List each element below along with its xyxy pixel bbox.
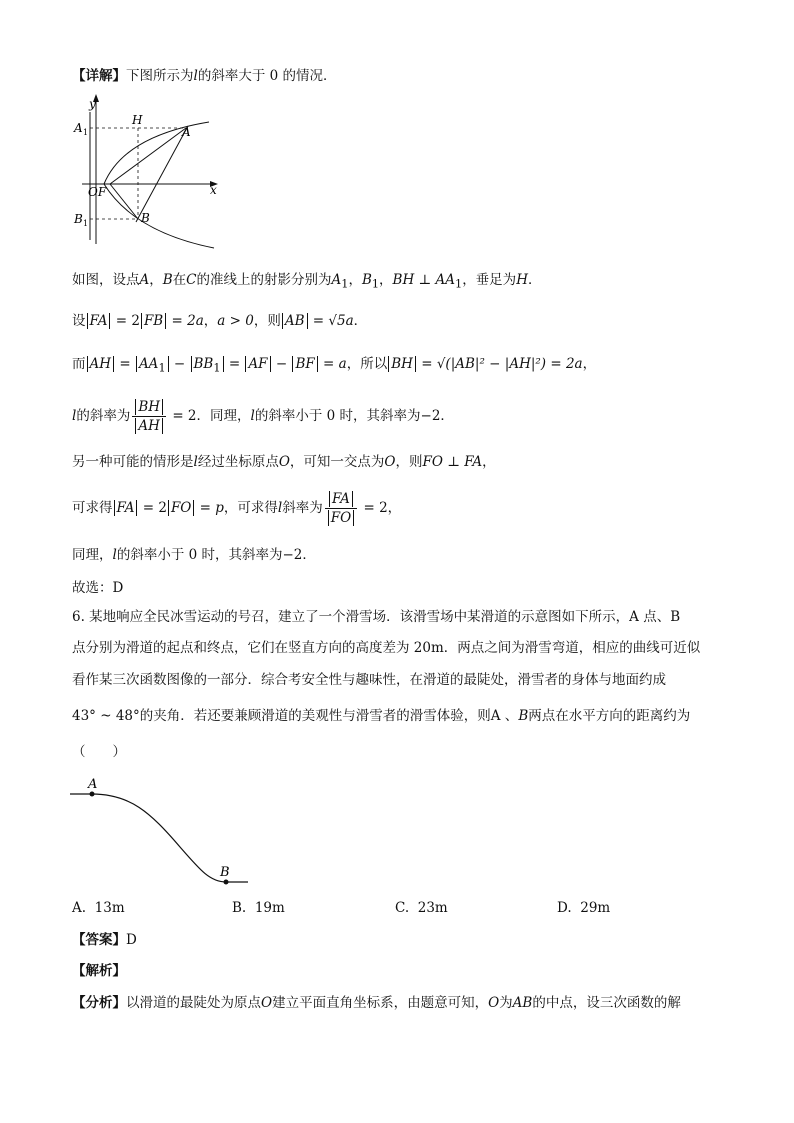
p5-o2: O — [384, 454, 396, 470]
segment-fa — [110, 128, 186, 184]
option-letter: B. — [232, 900, 247, 916]
q6-line2: 点分别为滑道的起点和终点，它们在竖直方向的高度差为 20m．两点之间为滑雪弯道，相应的曲线可近似 — [72, 640, 701, 656]
p1-h: H — [516, 272, 528, 288]
option-letter: C. — [395, 900, 410, 916]
label-h: H — [132, 113, 143, 127]
q6-b: B — [518, 708, 529, 724]
q6-line4 — [72, 706, 690, 726]
p5-t4: ，则 — [395, 454, 423, 470]
p1-b1-sub: 1 — [371, 277, 380, 291]
p4-l: l — [72, 408, 77, 424]
p5-t5: ， — [482, 454, 496, 470]
p6-fraction — [325, 490, 357, 527]
para-origin — [72, 452, 496, 472]
p5-t1: 另一种可能的情形是 — [72, 454, 194, 470]
option-d[interactable] — [557, 900, 610, 916]
option-c[interactable] — [395, 900, 448, 916]
p5-rel: FO ⊥ FA — [422, 454, 483, 470]
p6-t3: 斜率为 — [282, 500, 323, 516]
p3-sub2: 1 — [213, 361, 221, 375]
p1-c2: ， — [348, 272, 362, 288]
p3-t1: 而 — [72, 356, 86, 372]
para-set-fa — [72, 311, 367, 331]
p2-eq1: = 2 — [111, 313, 140, 329]
para-fa-fo — [72, 488, 401, 528]
p6-fa: FA — [114, 500, 138, 516]
q6-line4d: 两点在水平方向的距离约为 — [528, 708, 691, 724]
p3-ah: AH — [87, 356, 115, 372]
p3-t2: ，所以 — [346, 356, 388, 372]
label-b: B — [141, 211, 150, 225]
p3-t3: ， — [582, 356, 597, 372]
segment-fb — [110, 184, 138, 219]
p1-a1-sub: 1 — [341, 277, 349, 291]
label-a: A — [88, 777, 98, 792]
label-y: y — [89, 97, 96, 111]
fenxi-t4: 的中点，设三次函数的解 — [532, 995, 681, 1011]
p2-t4: ． — [353, 313, 368, 329]
ski-slope-figure — [70, 772, 260, 892]
label-a1: A — [74, 121, 83, 135]
option-value: 13m — [94, 900, 125, 916]
fenxi-o2: O — [488, 995, 500, 1011]
q6-line4b: 的夹角．若还要兼顾滑道的美观性与滑雪者的滑雪体验，则A 、 — [139, 708, 519, 724]
para-projection — [72, 270, 541, 295]
p4-fraction — [132, 398, 166, 435]
p4-t1: 的斜率为 — [76, 408, 131, 424]
fenxi-t3: 为 — [499, 995, 513, 1011]
p1-perp-sub: 1 — [455, 277, 463, 291]
p3-eq1: = — [115, 356, 135, 372]
p6-fo: FO — [168, 500, 194, 516]
p6-eq3: = 2 — [359, 500, 388, 516]
p3-af: AF — [245, 356, 270, 372]
p6-eq2: = p — [195, 500, 224, 516]
p4-den: AH — [135, 418, 163, 434]
p2-eq3: = √5a — [308, 313, 354, 329]
var-l: l — [193, 68, 198, 84]
p4-t2: ．同理， — [196, 408, 251, 424]
p7-l: l — [112, 547, 117, 563]
para-ah — [72, 354, 596, 379]
p7-t2: 的斜率小于 0 时，其斜率为 — [116, 547, 283, 563]
p1-t2: 在 — [172, 272, 187, 288]
option-letter: A. — [72, 900, 87, 916]
p1-c3: ， — [379, 272, 393, 288]
choice-line: 故选：D — [72, 580, 124, 596]
p3-eq5: = 2a — [546, 356, 583, 372]
answer-value: D — [126, 932, 137, 948]
p3-bh: BH — [388, 356, 416, 372]
p6-eq1: = 2 — [138, 500, 167, 516]
detail-heading-line — [72, 66, 337, 86]
answer-tag: 【答案】 — [72, 932, 126, 948]
q6-blank: （ ） — [72, 744, 126, 760]
p1-t3: 的准线上的射影分别为 — [196, 272, 332, 288]
p1-b1: B — [361, 272, 372, 288]
analysis-line — [72, 961, 126, 981]
p2-fb: FB — [141, 313, 166, 329]
point-b — [224, 880, 229, 885]
p5-t2: 经过坐标原点 — [197, 454, 279, 470]
label-a: A — [182, 125, 191, 139]
option-value: 29m — [580, 900, 611, 916]
p6-l: l — [277, 500, 283, 516]
p2-t2: ， — [203, 313, 218, 329]
p6-t2: ，可求得 — [223, 500, 278, 516]
p4-t3: 的斜率小于 0 时，其斜率为 — [254, 408, 421, 424]
answer-line — [72, 930, 137, 950]
option-value: 19m — [254, 900, 285, 916]
p7-t3: ． — [302, 547, 316, 563]
p1-t1: 如图，设点 — [72, 272, 140, 288]
p3-bf: BF — [292, 356, 317, 372]
detail-text-b: 的斜率大于 0 的情况． — [197, 68, 337, 84]
p6-t4: ， — [387, 500, 402, 516]
p2-eq2: = 2a — [167, 313, 204, 329]
p1-a1: A — [331, 272, 342, 288]
label-b: B — [220, 865, 230, 880]
p3-root: √(|AB|² − |AH|²) — [436, 356, 547, 372]
detail-text-a: 下图所示为 — [126, 68, 194, 84]
p3-eq3: = a — [318, 356, 347, 372]
p3-minus2: − — [271, 356, 292, 372]
label-b1: B — [74, 212, 83, 226]
p2-ab: AB — [282, 313, 308, 329]
option-value: 23m — [417, 900, 448, 916]
p1-comma: ， — [149, 272, 163, 288]
q6-line3: 看作某三次函数图像的一部分．综合考安全性与趣味性，在滑道的最陡处，滑雪者的身体与地面约成 — [72, 672, 666, 688]
fenxi-t1: 以滑道的最陡处为原点 — [126, 995, 261, 1011]
p3-sub1: 1 — [158, 361, 166, 375]
p1-t5: ． — [527, 272, 542, 288]
para-slope — [72, 396, 454, 436]
option-b[interactable] — [232, 900, 285, 916]
p7-t1: 同理， — [72, 547, 113, 563]
p3-eq2: = — [224, 356, 245, 372]
label-a1-sub: 1 — [83, 128, 89, 137]
p2-t3: ，则 — [253, 313, 281, 329]
p5-l: l — [193, 454, 198, 470]
fenxi-ab: AB — [512, 995, 533, 1011]
p2-fa: FA — [87, 313, 111, 329]
q6-line1: 6. 某地响应全民冰雪运动的号召，建立了一个滑雪场．该滑雪场中某滑道的示意图如下所示，A 点、B — [72, 609, 681, 625]
label-of: OF — [88, 185, 107, 199]
label-b1-sub: 1 — [83, 219, 89, 228]
p5-t3: ，可知一交点为 — [289, 454, 385, 470]
option-letter: D. — [557, 900, 572, 916]
p1-t4: ，垂足为 — [462, 272, 517, 288]
detail-tag: 【详解】 — [72, 68, 126, 84]
option-a[interactable] — [72, 900, 125, 916]
p1-b: B — [162, 272, 173, 288]
p6-t1: 可求得 — [72, 500, 113, 516]
label-x: x — [210, 183, 217, 197]
fenxi-t2: 建立平面直角坐标系，由题意可知， — [272, 995, 489, 1011]
para-likewise — [72, 545, 316, 565]
p5-o: O — [278, 454, 290, 470]
p3-aa1: AA — [138, 356, 159, 372]
p4-val: −2 — [420, 408, 441, 424]
p1-perp: BH ⊥ AA — [392, 272, 456, 288]
p1-a: A — [139, 272, 150, 288]
line-l — [136, 126, 188, 222]
p2-t1: 设 — [72, 313, 86, 329]
p4-eq: = 2 — [168, 408, 197, 424]
p2-cond: a > 0 — [217, 313, 254, 329]
p4-num: BH — [135, 399, 163, 415]
p4-l2: l — [250, 408, 255, 424]
p7-val: −2 — [282, 547, 303, 563]
p6-den: FO — [328, 510, 354, 526]
p3-minus1: − — [169, 356, 190, 372]
fenxi-line — [72, 993, 681, 1013]
point-a — [90, 792, 95, 797]
parabola-curve — [104, 122, 214, 248]
fenxi-tag: 【分析】 — [72, 995, 126, 1011]
parabola-figure — [64, 92, 224, 252]
p6-num: FA — [329, 491, 353, 507]
fenxi-o: O — [261, 995, 273, 1011]
p4-t4: ． — [440, 408, 454, 424]
p1-c: C — [186, 272, 197, 288]
p3-bb1: BB — [193, 356, 214, 372]
p3-eq4: = — [416, 356, 437, 372]
q6-angle: 43° ~ 48° — [72, 708, 140, 724]
analysis-tag: 【解析】 — [72, 963, 126, 979]
